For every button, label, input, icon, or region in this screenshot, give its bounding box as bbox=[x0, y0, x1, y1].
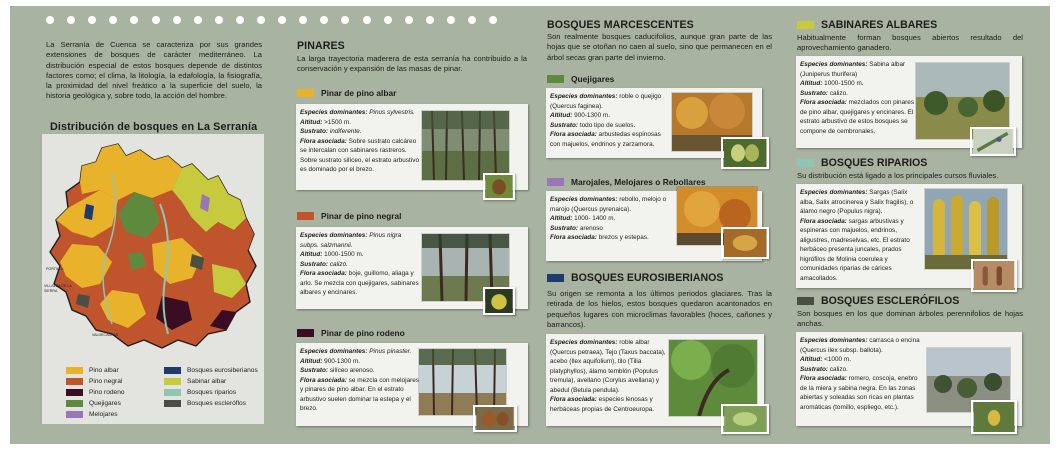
eurosiberianos-heading: BOSQUES EUROSIBERIANOS bbox=[547, 272, 723, 284]
binding-dot bbox=[468, 16, 476, 24]
binding-dot bbox=[363, 16, 371, 24]
pino-albar-cone-photo bbox=[483, 173, 515, 200]
legend-swatch bbox=[66, 411, 83, 418]
intro-text: La Serranía de Cuenca se caracteriza por sus grandes extensiones de bosques de carácter mediterráneo. La distribución especial de estos bosques depende de distintos factores como; el clima, la litología, la edafología, la fisiografía, la proximidad del nivel freático a la superficie del suelo, la historia geológica y, sobre todo, la acción del hombre. bbox=[46, 40, 262, 101]
binding-dot bbox=[194, 16, 202, 24]
marojales-swatch bbox=[547, 178, 564, 186]
pino-rodeno-cone-photo bbox=[473, 405, 517, 432]
sabinares-branch-photo bbox=[970, 127, 1016, 156]
map-label-portilla: PORTILLA bbox=[46, 267, 64, 271]
pino-rodeno-heading: Pinar de pino rodeno bbox=[297, 328, 405, 338]
pino-rodeno-swatch bbox=[297, 329, 314, 337]
pino-albar-card: Especies dominantes: Pinus sylvestris. Altitud: >1500 m. Sustrato: indiferente. Flora asociada: Sobre sustrato calcáreo se intercalan con sabinares rastreros. Sobre sustrato silíceo, el estrato arbustivo es dominado por el brezo. bbox=[296, 104, 528, 190]
marcescentes-title: BOSQUES MARCESCENTES bbox=[547, 19, 694, 31]
eurosiberianos-text: Su origen se remonta a los últimos periodos glaciares. Tras la retirada de los hielos, estos bosques quedaron acantonados en pequeños lugares con microclimas favorables (hoces, cañones y barrancos). bbox=[547, 289, 772, 329]
pinares-title: PINARES bbox=[297, 40, 345, 52]
eurosiberianos-leaf-photo bbox=[721, 404, 769, 434]
binding-dot bbox=[299, 16, 307, 24]
legend-swatch bbox=[164, 400, 181, 407]
quejigares-card: Especies dominantes: roble o quejigo (Quercus faginea). Altitud: 900-1300 m. Sustrato: todo tipo de suelos. Flora asociada: arbustedas espinosas con majuelos, endrinos y zarzamora. bbox=[546, 88, 762, 158]
legend-label: Bosques riparios bbox=[187, 389, 237, 396]
binding-dot bbox=[173, 16, 181, 24]
quejigares-leaf-photo bbox=[721, 137, 769, 169]
legend-swatch bbox=[164, 378, 181, 385]
riparios-text: Su distribución está ligado a los principales cursos fluviales. bbox=[797, 171, 999, 180]
map-label-valdecabras: VALDECABRAS bbox=[92, 333, 119, 337]
legend-item bbox=[164, 378, 226, 385]
map-label-villalba: VILLALBA DE LA SIERRA bbox=[44, 284, 72, 293]
brochure-page bbox=[10, 6, 1050, 444]
binding-dot bbox=[489, 16, 497, 24]
binding-dot bbox=[152, 16, 160, 24]
binding-dot bbox=[130, 16, 138, 24]
legend-label: Pino negral bbox=[89, 378, 123, 385]
marcescentes-text: Son realmente bosques caducifolios, aunque gran parte de las hojas que se otoñan no caen al suelo, sino que permanecen en el árbol secas gran parte del invierno. bbox=[547, 32, 772, 62]
binding-dot bbox=[426, 16, 434, 24]
legend-swatch bbox=[164, 367, 181, 374]
binding-dot bbox=[67, 16, 75, 24]
escleroflos-card: Especies dominantes: carrasca o encina (Quercus ilex subsp. ballota). Altitud: <1000 m. Sustrato: calizo. Flora asociada: romero, coscoja, enebro de la miera y sabina negra. En las zonas abiertas y soleadas son ricas en plantas aromáticas (tomillo, espliego, etc.). bbox=[796, 332, 1022, 426]
pino-negral-heading: Pinar de pino negral bbox=[297, 211, 402, 221]
map-drawing bbox=[42, 134, 264, 354]
binding-dot bbox=[447, 16, 455, 24]
escleroflos-heading: BOSQUES ESCLERÓFILOS bbox=[797, 295, 959, 307]
pino-negral-swatch bbox=[297, 212, 314, 220]
riparios-photo bbox=[925, 189, 1007, 269]
map-title: Distribución de bosques en La Serranía bbox=[50, 121, 258, 133]
binding-dot bbox=[384, 16, 392, 24]
sabinares-card: Especies dominantes: Sabina albar (Juniperus thurifera) Altitud: 1000-1500 m. Sustrato: calizo. Flora asociada: mezclados con pinares de pino albar, quejigares y encinares. El estrato arbustivo de estos bosques se compone de cembronales. bbox=[796, 56, 1022, 148]
legend-item bbox=[66, 367, 119, 374]
pino-albar-heading: Pinar de pino albar bbox=[297, 88, 396, 98]
binding-dot bbox=[341, 16, 349, 24]
pino-negral-card: Especies dominantes: Pinus nigra subps. salzmannii. Altitud: 1000-1500 m. Sustrato: calizo. Flora asociada: boje, guillomo, aliaga y arlo. Se mezcla con quejigares, sabinares albares y encinares. bbox=[296, 227, 528, 309]
escleroflos-swatch bbox=[797, 297, 814, 305]
pinares-text: La larga trayectoria maderera de esta serranía ha contribuido a la conservación y expansión de las masas de pinar. bbox=[297, 54, 527, 74]
marojales-heading: Marojales, Melojares o Rebollares bbox=[547, 177, 706, 187]
legend-item bbox=[164, 367, 258, 374]
pino-rodeno-card: Especies dominantes: Pinus pinaster. Altitud: 900-1300 m. Sustrato: silíceo arenoso. Flora asociada: se mezcla con melojares y pinares de pino albar. En el estrato arbustivo suelen dominar la estepa y el brezo. bbox=[296, 343, 528, 426]
binding-dot bbox=[257, 16, 265, 24]
binding-dot bbox=[215, 16, 223, 24]
legend-label: Pino albar bbox=[89, 367, 119, 374]
legend-label: Pino rodeno bbox=[89, 389, 125, 396]
legend-item bbox=[66, 400, 121, 407]
legend-swatch bbox=[66, 367, 83, 374]
riparios-heading: BOSQUES RIPARIOS bbox=[797, 157, 927, 169]
legend-label: Melojares bbox=[89, 411, 118, 418]
marojales-leaf-photo bbox=[721, 227, 769, 259]
binding-dots bbox=[46, 16, 526, 26]
legend-item bbox=[164, 400, 246, 407]
quejigares-swatch bbox=[547, 75, 564, 83]
pino-albar-photo bbox=[422, 111, 509, 180]
legend-label: Quejigares bbox=[89, 400, 121, 407]
legend-item bbox=[66, 389, 125, 396]
pino-negral-cone-photo bbox=[483, 287, 515, 315]
pino-albar-swatch bbox=[297, 89, 314, 97]
legend-swatch bbox=[164, 389, 181, 396]
binding-dot bbox=[109, 16, 117, 24]
legend-item bbox=[66, 378, 122, 385]
legend-swatch bbox=[66, 400, 83, 407]
riparios-catkin-photo bbox=[971, 259, 1017, 292]
marojales-card: Especies dominantes: rebollo, melojo o marojo (Quercus pyrenaica). Altitud: 1000- 1400 m. Sustrato: arenoso Flora asociada: brezos y estepas. bbox=[546, 191, 762, 261]
binding-dot bbox=[88, 16, 96, 24]
legend-label: Sabinar albar bbox=[187, 378, 227, 385]
legend-item bbox=[164, 389, 236, 396]
legend-label: Bosques escleróflos bbox=[187, 400, 247, 407]
riparios-card: Especies dominantes: Sargas (Salix alba, Salix atrocinerea y Salix fragilis), o álamo negro (Populus nigra). Flora asociada: sargas arbustivas y espineras con majuelos, endrinos, aligustres, madreselvas, etc. El estrato herbáceo presenta juncales, prados higrófilos de Molinia coerulea y comunidades riparias de cárices amacollados. bbox=[796, 184, 1022, 288]
legend-item bbox=[66, 411, 118, 418]
sabinares-text: Habitualmente forman bosques abiertos resultado del aprovechamiento ganadero. bbox=[797, 33, 1023, 53]
binding-dot bbox=[405, 16, 413, 24]
eurosiberianos-card: Especies dominantes: roble albar (Quercus petraea), Tejo (Taxus baccata), acebo (Ilex aquifolium), tilo (Tilia platyphyllos), álamo temblón (Populus tremula), avellano (Corylus avellana) y abedul (Betula pendula). Flora asociada: especies lenosas y herbáceas propias de Centroeuropa. bbox=[546, 334, 764, 426]
sabinares-heading: SABINARES ALBARES bbox=[797, 19, 937, 31]
escleroflos-text: Son bosques en los que dominan árboles perennifolios de hojas anchas. bbox=[797, 309, 1023, 329]
escleroflos-acorn-photo bbox=[971, 400, 1017, 434]
legend-label: Bosques eurosiberianos bbox=[187, 367, 258, 374]
binding-dot bbox=[236, 16, 244, 24]
legend-swatch bbox=[66, 389, 83, 396]
legend-swatch bbox=[66, 378, 83, 385]
binding-dot bbox=[278, 16, 286, 24]
quejigares-heading: Quejigares bbox=[547, 74, 614, 84]
binding-dot bbox=[320, 16, 328, 24]
sabinares-swatch bbox=[797, 21, 814, 29]
binding-dot bbox=[46, 16, 54, 24]
eurosiberianos-swatch bbox=[547, 274, 564, 282]
riparios-swatch bbox=[797, 159, 814, 167]
